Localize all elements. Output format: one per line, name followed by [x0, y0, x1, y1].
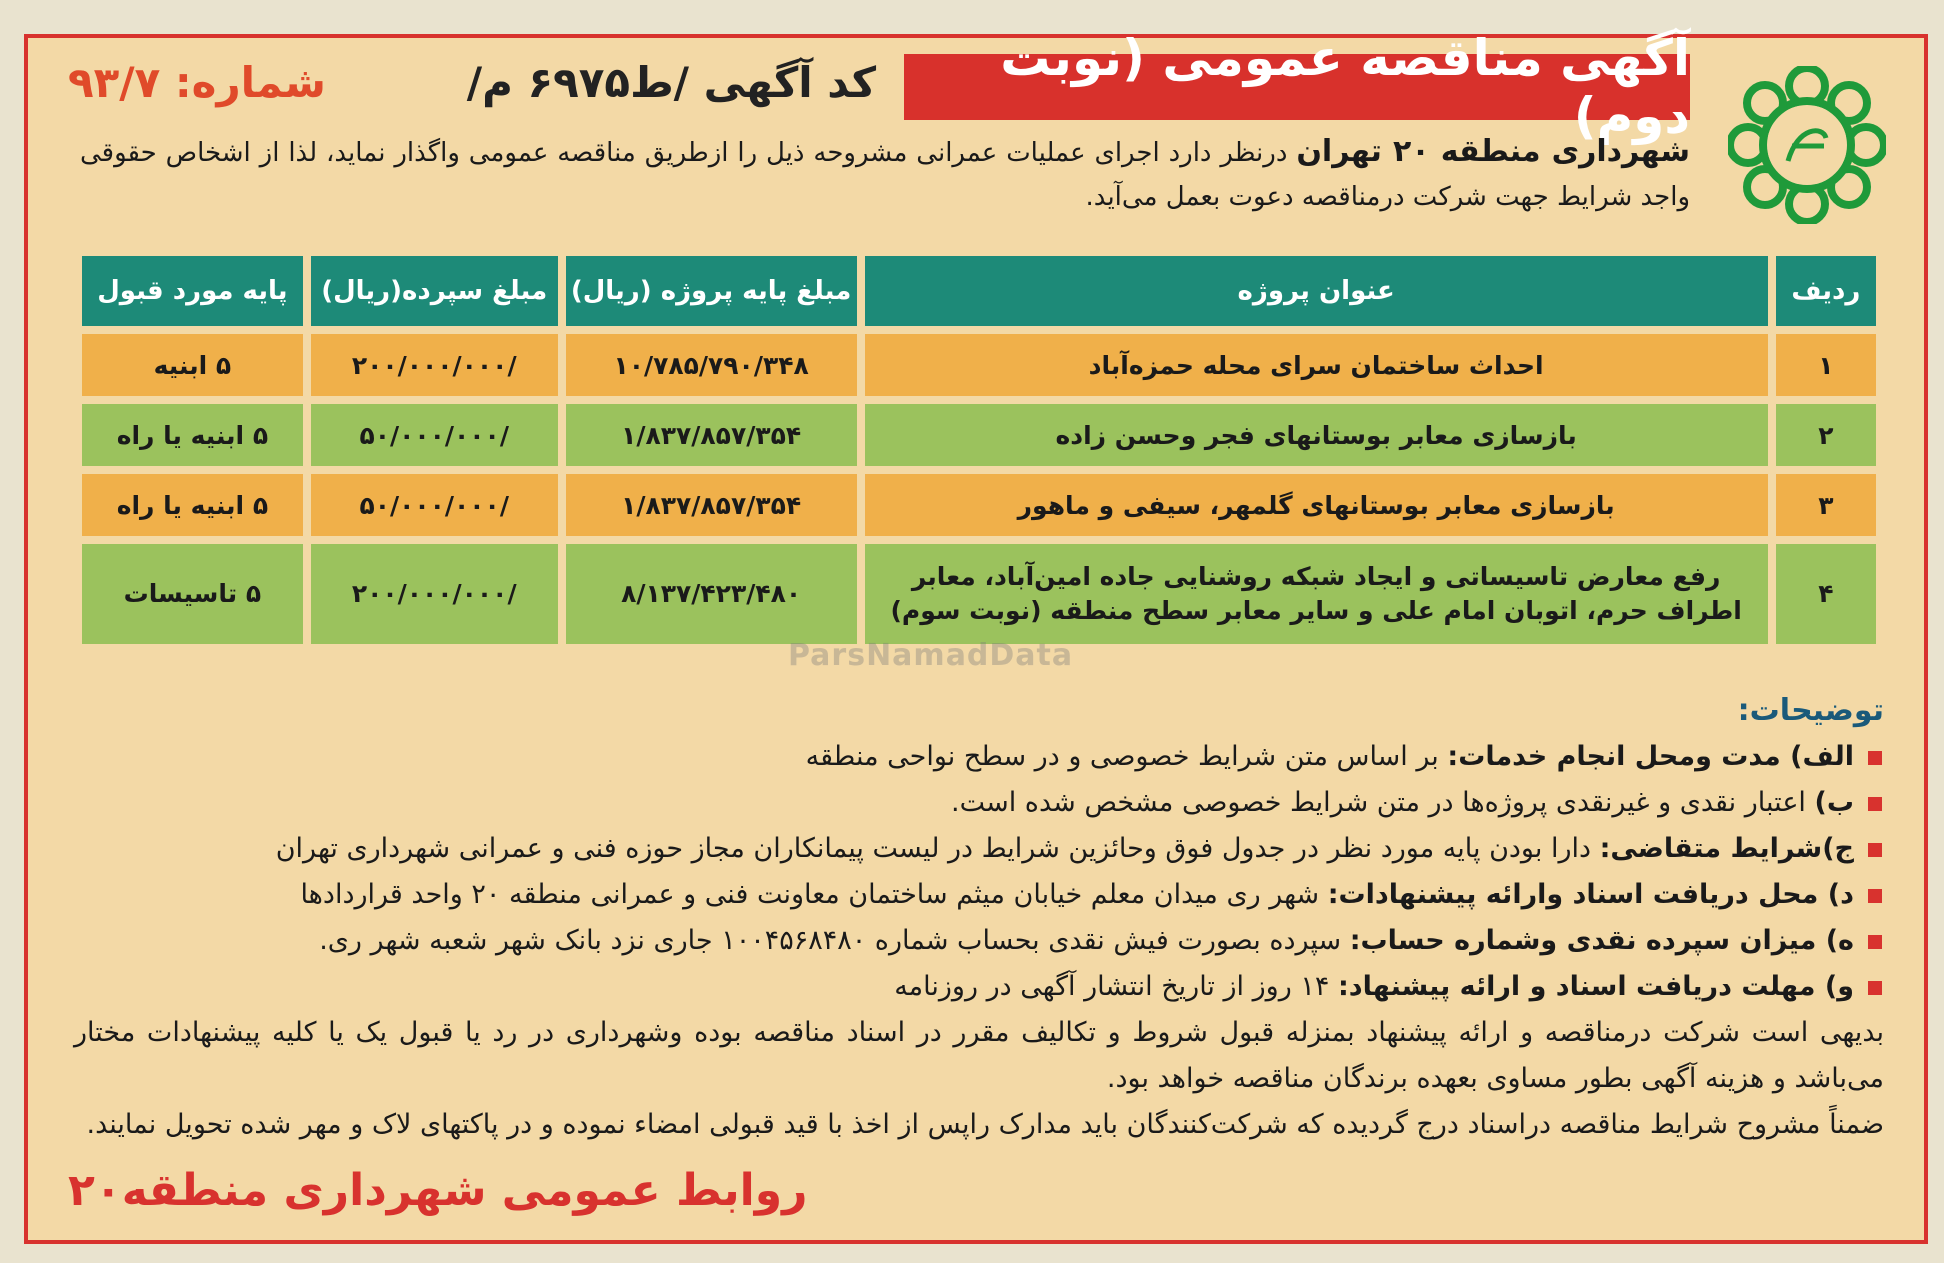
project-title-line: اطراف حرم، اتوبان امام علی و سایر معابر سطح منطقه (نوبت سوم)	[890, 596, 1742, 625]
table-row	[82, 404, 1876, 466]
conditions-paragraph: ضمناً مشروح شرایط مناقصه دراسناد درج گردیده که شرکت‌کنندگان باید مدارک راپس از اخذ با قید قبولی امضاء نموده و در پاکتهای لاک و مهر شده تحویل نمایند.	[86, 1109, 1884, 1140]
header-base-amount: مبلغ پایه پروژه (ریال)	[566, 256, 857, 326]
note-key: د) محل دریافت اسناد وارائه پیشنهادات:	[1327, 879, 1854, 910]
header-project-title: عنوان پروژه	[865, 256, 1768, 326]
tender-table	[74, 248, 1884, 652]
note-text: شهر ری میدان معلم خیابان میثم ساختمان معاونت فنی و عمرانی منطقه ۲۰ واحد قراردادها	[300, 879, 1328, 910]
tender-advertisement	[24, 29, 1928, 1244]
base-amount: ۸/۱۳۷/۴۲۳/۴۸۰	[566, 544, 857, 644]
header-deposit-amount: مبلغ سپرده(ریال)	[311, 256, 558, 326]
list-item	[74, 964, 1884, 1010]
tehran-municipality-logo-icon	[1728, 66, 1886, 224]
accepted-grade: ۵ ابنیه یا راه	[82, 474, 303, 536]
note-key: ه) میزان سپرده نقدی وشماره حساب:	[1349, 925, 1854, 956]
header-accepted-grade: پایه مورد قبول	[82, 256, 303, 326]
terms-paragraph: بدیهی است شرکت درمناقصه و ارائه پیشنهاد بمنزله قبول شروط و تکالیف مقرر در اسناد مناقصه بوده وشهرداری در رد یا قبول یک یا کلیه پیشنهادات مختار می‌باشد و هزینه آگهی بطور مساوی بعهده برندگان مناقصه خواهد بود.	[74, 1017, 1884, 1094]
note-key: ب)	[1814, 787, 1854, 818]
base-amount: ۱/۸۳۷/۸۵۷/۳۵۴	[566, 474, 857, 536]
list-item	[74, 918, 1884, 964]
project-title-line: رفع معارض تاسیساتی و ایجاد شبکه روشنایی جاده امین‌آباد، معابر	[911, 562, 1721, 591]
project-title: بازسازی معابر بوستانهای فجر وحسن زاده	[865, 404, 1768, 466]
ad-code: کد آگهی /ط۶۹۷۵ م/	[466, 58, 876, 107]
note-text: اعتبار نقدی و غیرنقدی پروژه‌ها در متن شرایط خصوصی مشخص شده است.	[951, 787, 1815, 818]
deposit-amount: /۵۰/۰۰۰/۰۰۰	[311, 404, 558, 466]
project-title: بازسازی معابر بوستانهای گلمهر، سیفی و ماهور	[865, 474, 1768, 536]
accepted-grade: ۵ ابنیه یا راه	[82, 404, 303, 466]
ad-headline: آگهی مناقصه عمومی (نوبت دوم)	[904, 54, 1690, 120]
ad-number: شماره: ۹۳/۷	[68, 58, 326, 107]
note-key: الف) مدت ومحل انجام خدمات:	[1447, 741, 1854, 772]
deposit-amount: /۲۰۰/۰۰۰/۰۰۰	[311, 334, 558, 396]
header-row-number: ردیف	[1776, 256, 1876, 326]
deposit-amount: /۵۰/۰۰۰/۰۰۰	[311, 474, 558, 536]
watermark-text: ParsNamadData	[788, 638, 1074, 673]
accepted-grade: ۵ ابنیه	[82, 334, 303, 396]
project-title	[865, 544, 1768, 644]
list-item	[74, 780, 1884, 826]
table-header-row	[82, 256, 1876, 326]
list-item	[74, 826, 1884, 872]
row-number: ۲	[1776, 404, 1876, 466]
list-item	[74, 734, 1884, 780]
note-text: دارا بودن پایه مورد نظر در جدول فوق وحائزین شرایط در لیست پیمانکاران مجاز حوزه فنی و عمرانی شهرداری تهران	[275, 833, 1600, 864]
list-item	[74, 872, 1884, 918]
base-amount: ۱۰/۷۸۵/۷۹۰/۳۴۸	[566, 334, 857, 396]
note-text: ۱۴ روز از تاریخ انتشار آگهی در روزنامه	[894, 971, 1338, 1002]
deposit-amount: /۲۰۰/۰۰۰/۰۰۰	[311, 544, 558, 644]
note-text: سپرده بصورت فیش نقدی بحساب شماره ۱۰۰۴۵۶۸۴۸۰ جاری نزد بانک شهر شعبه شهر ری.	[319, 925, 1350, 956]
row-number: ۱	[1776, 334, 1876, 396]
base-amount: ۱/۸۳۷/۸۵۷/۳۵۴	[566, 404, 857, 466]
accepted-grade: ۵ تاسیسات	[82, 544, 303, 644]
table-row	[82, 474, 1876, 536]
note-text: بر اساس متن شرایط خصوصی و در سطح نواحی منطقه	[805, 741, 1448, 772]
public-relations-signature: روابط عمومی شهرداری منطقه۲۰	[68, 1165, 808, 1216]
table-row	[82, 544, 1876, 644]
notes-list	[74, 734, 1884, 1010]
notes-section	[74, 688, 1884, 1148]
notes-title: توضیحات:	[1737, 693, 1884, 728]
row-number: ۳	[1776, 474, 1876, 536]
note-key: و) مهلت دریافت اسناد و ارائه پیشنهاد:	[1337, 971, 1854, 1002]
intro-text: درنظر دارد اجرای عملیات عمرانی مشروحه ذیل را ازطریق مناقصه عمومی واگذار نماید، لذا از اشخاص حقوقی واجد شرایط جهت شرکت درمناقصه دعوت بعمل می‌آید.	[80, 138, 1690, 212]
project-title: احداث ساختمان سرای محله حمزه‌آباد	[865, 334, 1768, 396]
organization-name: شهرداری منطقه ۲۰ تهران	[1296, 134, 1690, 169]
intro-paragraph	[80, 130, 1690, 219]
table-row	[82, 334, 1876, 396]
row-number: ۴	[1776, 544, 1876, 644]
note-key: ج)شرایط متقاضی:	[1599, 833, 1854, 864]
